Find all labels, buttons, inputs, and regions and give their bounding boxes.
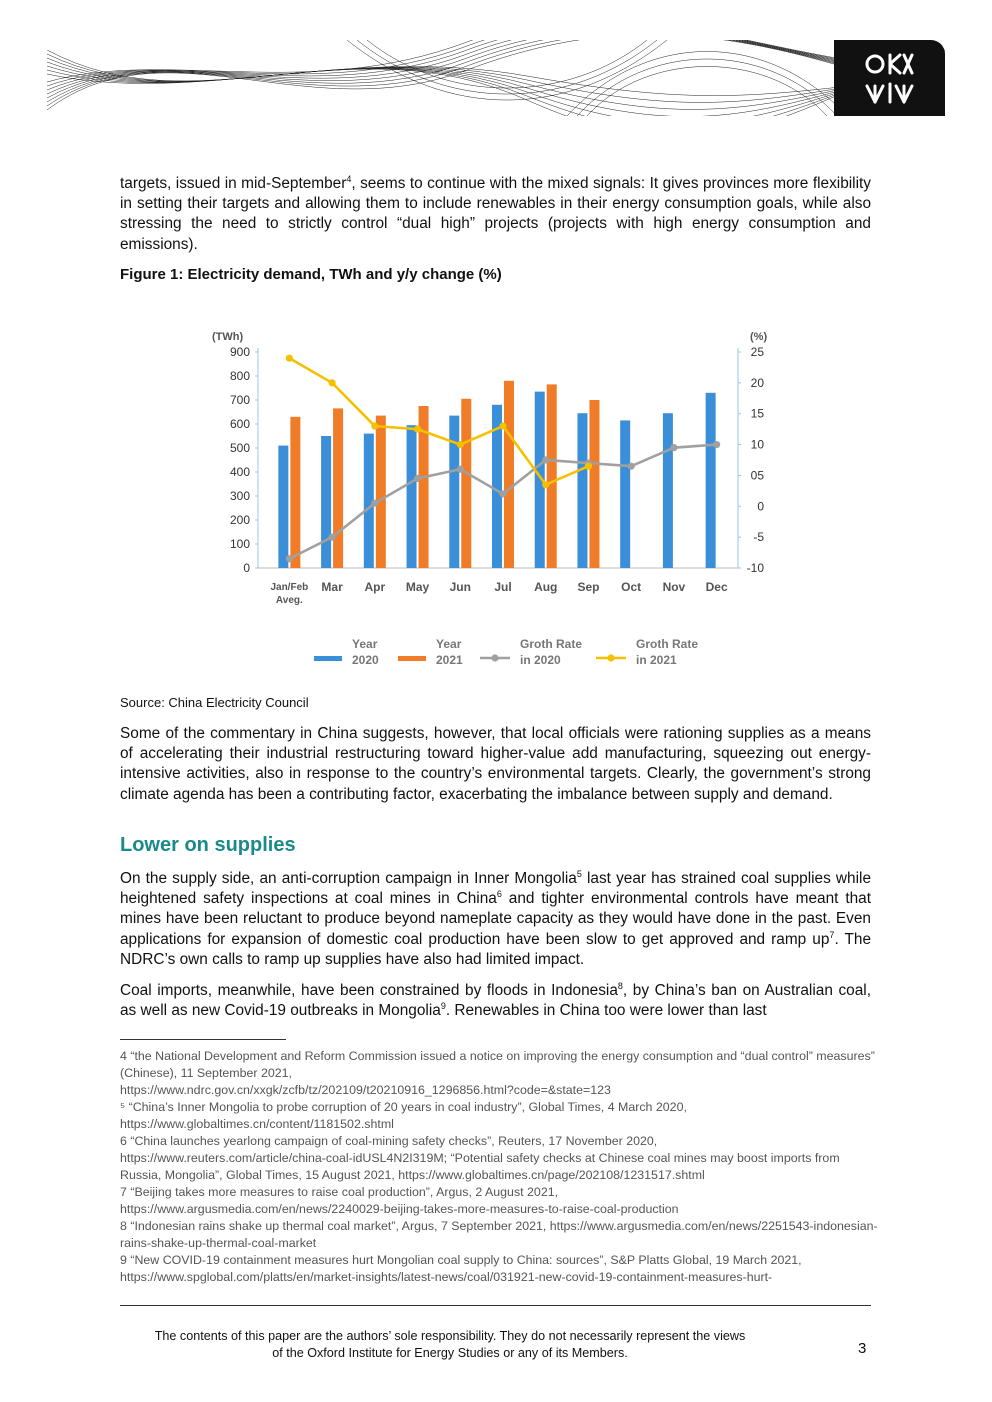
right-tick-label: -5 bbox=[753, 530, 764, 545]
footnote-line: ⁵ “China’s Inner Mongolia to probe corruption of 20 years in coal industry”, Global Times, 4 March 2020, bbox=[120, 1100, 687, 1114]
footnote-ref[interactable]: 9 bbox=[440, 1001, 446, 1012]
left-tick-label: 600 bbox=[229, 417, 250, 431]
right-tick-label: -10 bbox=[746, 561, 764, 575]
left-tick-label: 800 bbox=[229, 369, 250, 383]
x-tick-label: Jan/Feb bbox=[270, 582, 309, 593]
series-point bbox=[286, 555, 293, 562]
legend-swatch bbox=[398, 656, 426, 661]
bar-2021 bbox=[504, 381, 514, 568]
legend-label: in 2021 bbox=[636, 653, 677, 667]
paragraph-3 bbox=[120, 869, 871, 970]
legend-label: Groth Rate bbox=[636, 637, 699, 651]
footnote-line: 6 “China launches yearlong campaign of coal-mining safety checks”, Reuters, 17 November 2020, bbox=[120, 1134, 658, 1148]
bar-2021 bbox=[461, 399, 471, 568]
legend-swatch-marker bbox=[607, 654, 614, 661]
right-tick-label: 15 bbox=[750, 406, 764, 421]
x-tick-label: Dec bbox=[705, 580, 728, 594]
series-point bbox=[414, 475, 421, 482]
bar-2020 bbox=[663, 413, 673, 568]
footnote-link[interactable]: https://www.reuters.com/article/china-coal-idUSL4N2I319M; “Potential safety checks at Chinese coal mines may boost imports from Russia, Mongolia”, Global Times, 15 August 2021, https://www.globaltimes.cn/page/202108/1231517.shtml bbox=[120, 1151, 840, 1182]
text-run: , by China’s ban on Australian coal, as well as new Covid-19 outbreaks in Mongolia bbox=[120, 982, 871, 1020]
bar-2020 bbox=[577, 413, 587, 568]
logo-box bbox=[834, 40, 945, 116]
text-run: targets, issued in mid-September bbox=[120, 175, 347, 192]
series-point bbox=[542, 481, 549, 488]
paragraph-4 bbox=[120, 981, 871, 1021]
left-tick-label: 0 bbox=[243, 561, 250, 575]
series-point bbox=[713, 441, 720, 448]
right-axis-label: (%) bbox=[750, 331, 768, 343]
left-axis-label: (TWh) bbox=[212, 331, 244, 343]
footnote-link[interactable]: https://www.argusmedia.com/en/news/2240029-beijing-takes-more-measures-to-raise-coal-production bbox=[120, 1202, 679, 1216]
x-tick-label: Oct bbox=[621, 580, 642, 594]
footnote-line: 9 “New COVID-19 containment measures hurt Mongolian coal supply to China: sources”, S&P Platts Global, 19 March 2021, bbox=[120, 1253, 802, 1267]
text-run: , seems to continue with the mixed signals: It gives provinces more flexibility in setting their targets and allowing them to include renewables in their energy consumption goals, while also stressing the need to strictly control “dual high” projects (projects with high energy consumption and emissions). bbox=[120, 175, 871, 253]
series-point bbox=[371, 500, 378, 507]
series-point bbox=[328, 534, 335, 541]
series-point bbox=[328, 379, 335, 386]
figure-title: Figure 1: Electricity demand, TWh and y/y change (%) bbox=[120, 266, 502, 283]
chart-legend bbox=[314, 637, 698, 667]
bar-2020 bbox=[321, 436, 331, 568]
disclaimer-line: of the Oxford Institute for Energy Studies or any of its Members. bbox=[272, 1345, 628, 1360]
legend-swatch bbox=[314, 656, 342, 661]
text-run: On the supply side, an anti-corruption campaign in Inner Mongolia bbox=[120, 870, 577, 887]
footnote-ref[interactable]: 4 bbox=[346, 173, 352, 184]
series-point bbox=[499, 490, 506, 497]
paragraph-2: Some of the commentary in China suggests, however, that local officials were rationing supplies as a means of accelerating their industrial restructuring toward higher-value add manufacturing, squeezing out energy-intensive activities, also in response to the country’s environmental targets. Clearly, the government’s strong climate agenda has been a contributing factor, exacerbating the imbalance between supply and demand. bbox=[120, 725, 871, 803]
series-point bbox=[670, 444, 677, 451]
series-point bbox=[628, 463, 635, 470]
page-number: 3 bbox=[858, 1340, 867, 1357]
legend-label: Groth Rate bbox=[520, 637, 583, 651]
right-tick-label: 0 bbox=[757, 499, 764, 514]
x-tick-label: Nov bbox=[662, 580, 686, 594]
footnote-link[interactable]: https://www.spglobal.com/platts/en/market-insights/latest-news/coal/031921-new-covid-19-containment-measures-hurt- bbox=[120, 1270, 773, 1284]
left-tick-label: 500 bbox=[229, 441, 250, 455]
disclaimer-line: The contents of this paper are the authors’ sole responsibility. They do not necessarily represent the views bbox=[154, 1329, 746, 1343]
bar-2021 bbox=[547, 384, 557, 568]
legend-label: Year bbox=[352, 637, 378, 651]
footnote-ref[interactable]: 8 bbox=[617, 980, 623, 991]
left-tick-label: 400 bbox=[229, 465, 250, 479]
series-point bbox=[414, 426, 421, 433]
oies-logo-icon bbox=[834, 40, 945, 116]
series-point bbox=[457, 466, 464, 473]
header-banner bbox=[47, 40, 945, 116]
footnotes bbox=[120, 1048, 880, 1286]
bar-2021 bbox=[589, 400, 599, 568]
series-point bbox=[499, 422, 506, 429]
right-tick-label: 10 bbox=[750, 437, 764, 452]
left-tick-label: 300 bbox=[229, 489, 250, 503]
series-point bbox=[542, 456, 549, 463]
left-tick-label: 700 bbox=[229, 393, 250, 407]
footnote-line[interactable]: 8 “Indonesian rains shake up thermal coal market”, Argus, 7 September 2021, https://www.argusmedia.com/en/news/2251543-indonesian-rains-shake-up-thermal-coal-market bbox=[120, 1219, 878, 1250]
chart-lines bbox=[286, 355, 720, 563]
bar-2020 bbox=[278, 446, 288, 568]
legend-label: 2020 bbox=[352, 653, 379, 667]
series-line-growth-2020 bbox=[289, 445, 716, 559]
x-tick-label: Sep bbox=[577, 580, 600, 594]
x-tick-label: Jul bbox=[494, 580, 512, 594]
series-point bbox=[371, 422, 378, 429]
x-tick-label: Jun bbox=[449, 580, 471, 594]
left-tick-label: 900 bbox=[229, 345, 250, 359]
bar-2020 bbox=[407, 425, 417, 568]
text-run: last year has strained coal supplies while heightened safety inspections at coal mines in China bbox=[120, 870, 871, 908]
chart-bars bbox=[278, 381, 715, 568]
x-tick-label: Aug bbox=[534, 580, 558, 594]
footnote-ref[interactable]: 6 bbox=[496, 889, 502, 900]
left-tick-label: 200 bbox=[229, 513, 250, 527]
bar-2021 bbox=[333, 408, 343, 568]
bar-2020 bbox=[620, 420, 630, 568]
footer-disclaimer bbox=[120, 1328, 780, 1361]
legend-label: 2021 bbox=[436, 653, 463, 667]
footnote-line: 4 “the National Development and Reform Commission issued a notice on improving the energy consumption and “dual control” measures” (Chinese), 11 September 2021, bbox=[120, 1049, 875, 1080]
x-tick-label: Aveg. bbox=[275, 595, 303, 606]
text-run: Coal imports, meanwhile, have been constrained by floods in Indonesia bbox=[120, 982, 618, 999]
footnote-ref[interactable]: 7 bbox=[829, 929, 835, 940]
series-point bbox=[286, 355, 293, 362]
text-run: . Renewables in China too were lower than last bbox=[445, 1002, 767, 1020]
series-point bbox=[457, 441, 464, 448]
right-tick-label: 25 bbox=[750, 345, 764, 359]
paragraph-1 bbox=[120, 174, 871, 255]
legend-label: in 2020 bbox=[520, 653, 561, 667]
footnote-divider bbox=[120, 1039, 286, 1040]
left-tick-label: 100 bbox=[229, 537, 250, 551]
electricity-demand-chart bbox=[200, 322, 800, 677]
bar-2020 bbox=[706, 393, 716, 568]
x-tick-label: Mar bbox=[321, 580, 343, 594]
figure-source: Source: China Electricity Council bbox=[120, 695, 309, 710]
footnote-link[interactable]: https://www.globaltimes.cn/content/1181502.shtml bbox=[120, 1117, 394, 1131]
legend-label: Year bbox=[436, 637, 462, 651]
section-heading: Lower on supplies bbox=[120, 834, 296, 856]
x-tick-label: May bbox=[405, 580, 430, 594]
right-tick-label: 20 bbox=[750, 375, 764, 390]
text-run: . The NDRC’s own calls to ramp up supplies have also had limited impact. bbox=[120, 930, 872, 968]
x-tick-label: Apr bbox=[364, 580, 386, 594]
footnote-line: 7 “Beijing takes more measures to raise coal production”, Argus, 2 August 2021, bbox=[120, 1185, 559, 1199]
series-point bbox=[585, 463, 592, 470]
footnote-ref[interactable]: 5 bbox=[576, 868, 582, 879]
text-run: and tighter environmental controls have meant that mines have been reluctant to produce beyond nameplate capacity as they would have done in the past. Even applications for expansion of domestic coal production have been slow to get approved and ramp up bbox=[120, 890, 871, 948]
footer-divider bbox=[120, 1305, 871, 1306]
footnote-link[interactable]: https://www.ndrc.gov.cn/xxgk/zcfb/tz/202109/t20210916_1296856.html?code=&state=123 bbox=[120, 1083, 611, 1097]
legend-swatch-marker bbox=[491, 654, 498, 661]
bar-2021 bbox=[290, 417, 300, 568]
right-tick-label: 05 bbox=[750, 468, 764, 483]
bar-2020 bbox=[449, 416, 459, 568]
bar-2021 bbox=[376, 416, 386, 568]
